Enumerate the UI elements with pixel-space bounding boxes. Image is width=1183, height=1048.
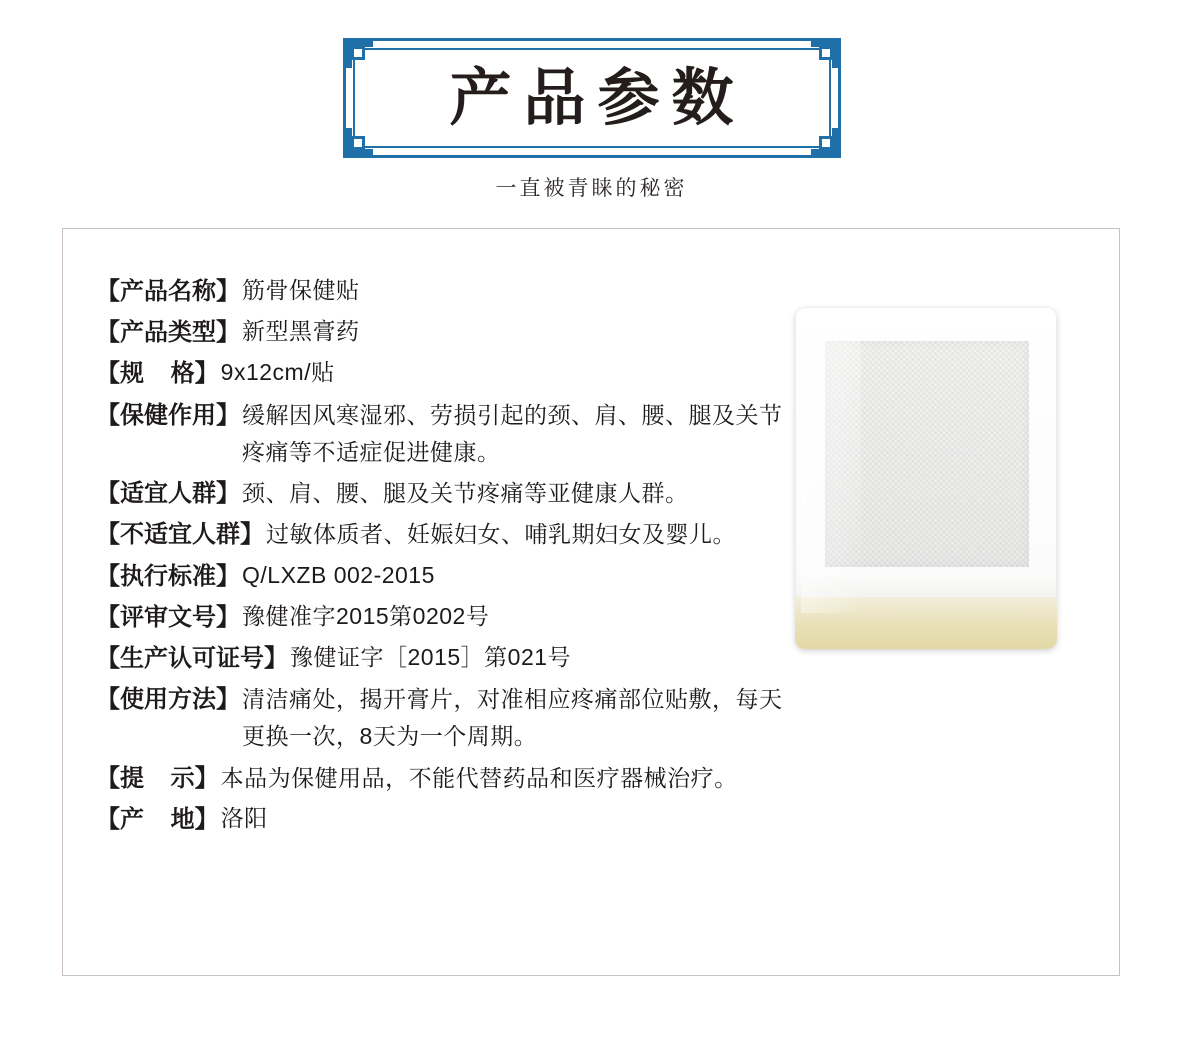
frame-notch-bottom-right-icon — [819, 136, 833, 150]
spec-value: 豫健证字［2015］第021号 — [290, 643, 572, 670]
spec-value: 筋骨保健贴 — [242, 277, 360, 303]
spec-row — [96, 475, 796, 512]
page-title: 产品参数 — [449, 61, 746, 134]
spec-list — [96, 273, 796, 842]
spec-row — [96, 314, 796, 351]
patch-adhesive-area — [825, 341, 1029, 567]
spec-row — [96, 760, 796, 797]
frame-notch-top-left-icon — [351, 46, 365, 60]
spec-row — [96, 681, 796, 756]
spec-panel — [62, 228, 1120, 976]
spec-value: 新型黑膏药 — [242, 318, 360, 345]
spec-value: 豫健准字2015第0202号 — [242, 602, 490, 629]
spec-row — [96, 801, 796, 838]
spec-value: 颈、肩、腰、腿及关节疼痛等亚健康人群。 — [242, 480, 689, 507]
frame-notch-bottom-left-icon — [351, 136, 365, 150]
spec-label: 【规 格】 — [96, 360, 219, 388]
spec-value: 清洁痛处，揭开膏片，对准相应疼痛部位贴敷，每天更换一次，8天为一个周期。 — [242, 686, 783, 750]
spec-row — [96, 397, 796, 472]
page-header — [0, 0, 1183, 202]
patch-body — [795, 307, 1057, 649]
spec-value: 9x12cm/贴 — [220, 359, 335, 386]
spec-value: 本品为保健用品，不能代替药品和医疗器械治疗。 — [220, 764, 738, 791]
spec-label: 【生产认可证号】 — [96, 644, 288, 672]
spec-value: 洛阳 — [220, 804, 268, 831]
spec-value: 过敏体质者、妊娠妇女、哺乳期妇女及婴儿。 — [266, 521, 736, 548]
spec-value: 缓解因风寒湿邪、劳损引起的颈、肩、腰、腿及关节疼痛等不适症促进健康。 — [242, 401, 783, 465]
spec-label: 【不适宜人群】 — [96, 521, 264, 549]
spec-label: 【产 地】 — [96, 805, 219, 833]
title-frame — [343, 38, 841, 158]
spec-label: 【提 示】 — [96, 764, 219, 792]
spec-label: 【产品类型】 — [96, 319, 240, 347]
spec-label: 【使用方法】 — [96, 686, 240, 714]
spec-label: 【保健作用】 — [96, 401, 240, 429]
spec-row — [96, 273, 796, 310]
spec-row — [96, 558, 796, 595]
spec-label: 【产品名称】 — [96, 278, 240, 305]
patch-backing-strip — [795, 597, 1057, 649]
spec-row — [96, 516, 796, 553]
spec-label: 【适宜人群】 — [96, 480, 240, 508]
spec-row — [96, 640, 796, 677]
spec-row — [96, 355, 796, 392]
page-subtitle: 一直被青睐的秘密 — [495, 176, 688, 200]
spec-label: 【执行标准】 — [96, 562, 240, 590]
product-photo — [795, 307, 1057, 649]
frame-notch-top-right-icon — [819, 46, 833, 60]
spec-row — [96, 599, 796, 636]
spec-label: 【评审文号】 — [96, 603, 240, 631]
spec-value: Q/LXZB 002-2015 — [242, 561, 435, 588]
